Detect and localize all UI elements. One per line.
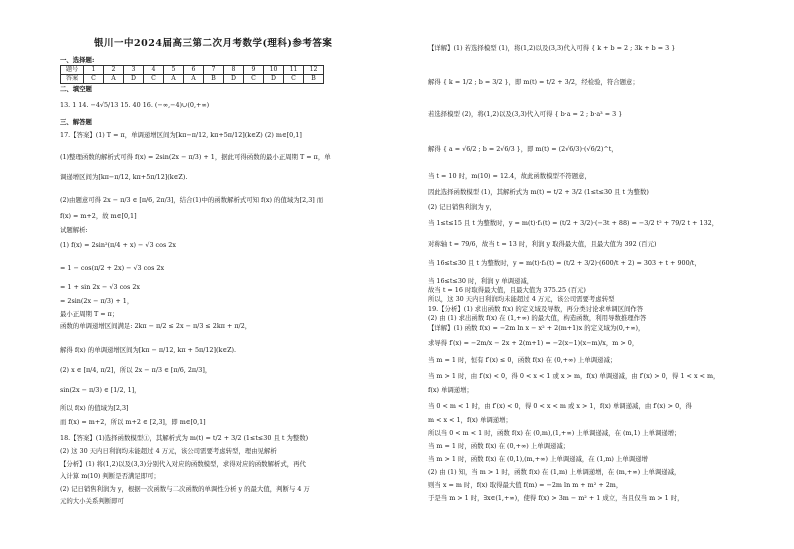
text-line: 【详解】(1) 函数 f(x) = −2m ln x − x² + 2(m+1)x 的定义域为(0,+∞)，: [428, 324, 645, 332]
section-fill-heading: 二、填空题: [60, 85, 92, 93]
table-cell: C: [84, 75, 104, 84]
table-cell: 2: [104, 66, 124, 75]
table-header-cell: 答案: [61, 75, 84, 84]
text-line: 当 t = 10 时，m(10) = 12.4，故此函数模型不符题意，: [428, 172, 591, 180]
text-line: 故当 t = 16 时取得最大值，且最大值为 375.25 (百元): [428, 286, 586, 294]
text-line: 因此选择函数模型 (1)，其解析式为 m(t) = t/2 + 3/2 (1≤t≤30 且 t 为整数): [428, 188, 649, 196]
table-cell: A: [164, 75, 184, 84]
table-row: [61, 66, 324, 75]
text-line: 当 m = 1 时，恒有 f′(x) ≤ 0，函数 f(x) 在 (0,+∞) 上单调递减；: [428, 356, 617, 364]
table-cell: D: [264, 75, 284, 84]
text-line: m < x < 1，f(x) 单调递增；: [428, 416, 512, 424]
table-cell: D: [124, 75, 144, 84]
table-cell: 4: [144, 66, 164, 75]
table-cell: 1: [84, 66, 104, 75]
text-line: 所以，这 30 天内日利润均未能超过 4 万元，该公司需要考虑转型: [428, 295, 615, 303]
text-line: sin(2x − π/3) ∈ [1/2, 1]，: [60, 386, 141, 394]
table-cell: 3: [124, 66, 144, 75]
text-line: = 1 − cos(π/2 + 2x) − √3 cos 2x: [60, 264, 165, 272]
table-cell: A: [184, 75, 204, 84]
text-line: (2) 由 (1) 知，当 m > 1 时，函数 f(x) 在 (1,m) 上单调递增，在 (m,+∞) 上单调递减，: [428, 468, 681, 476]
text-line: (1)整理函数的解析式可得 f(x) = 2sin(2x − π/3) + 1，据此可得函数的最小正周期 T = π，单: [60, 153, 331, 161]
text-line: 求导得 f′(x) = −2m/x − 2x + 2(m+1) = −2(x−1)(x−m)/x，m > 0，: [428, 339, 639, 347]
section-solution-heading: 三、解答题: [60, 118, 92, 126]
text-line: 对称轴 t = 79/6，故当 t = 13 时，利润 y 取得最大值，且最大值为 392 (百元): [428, 240, 657, 248]
table-cell: D: [224, 75, 244, 84]
text-line: (2) 记日销售利润为 y，: [428, 203, 496, 211]
table-cell: 9: [244, 66, 264, 75]
text-line: (2) 由 (1) 求出函数 f(x) 在 (1,+∞) 的最大值，构造函数，利用导数推理作答: [428, 314, 647, 322]
text-line: (1) f(x) = 2sin²(π/4 + x) − √3 cos 2x: [60, 241, 176, 249]
text-line: 则当 x = m 时，f(x) 取得最大值 f(m) = −2m ln m + m² + 2m，: [428, 481, 623, 489]
text-line: 于是当 m > 1 时，∃x∈(1,+∞)，使得 f(x) > 3m − m² + 1 成立，当且仅当 m > 1 时，: [428, 494, 684, 502]
table-cell: 5: [164, 66, 184, 75]
text-line: 当 m > 1 时，函数 f(x) 在 (0,1),(m,+∞) 上单调递减，在 (1,m) 上单调递增: [428, 455, 648, 463]
text-line: = 1 + sin 2x − √3 cos 2x: [60, 283, 141, 291]
table-cell: B: [204, 75, 224, 84]
text-line: 当 1≤t≤15 且 t 为整数时，y = m(t)·f₁(t) = (t/2 + 3/2)·(−3t + 88) = −3/2 t² + 79/2 t + 132，: [428, 219, 719, 227]
text-line: 解得 f(x) 的单调递增区间为[kπ − π/12, kπ + 5π/12](k∈Z).: [60, 346, 237, 354]
table-cell: A: [104, 75, 124, 84]
text-line: 元的大小关系判断即可: [60, 497, 124, 505]
text-line: (2)由题意可得 2x − π/3 ∈ [π/6, 2π/3]，结合(1)中的函数解析式可知 f(x) 的值域为[2,3] 而: [60, 196, 324, 204]
table-cell: 12: [304, 66, 324, 75]
table-cell: C: [244, 75, 264, 84]
text-line: 若选择模型 (2)，将(1,2)以及(3,3)代入可得 { b·a = 2 ; b·a³ = 3 }: [428, 110, 623, 118]
text-line: (2) 记日销售利润为 y，根据一次函数与二次函数的单调性分析 y 的最大值，判断与 4 万: [60, 485, 310, 493]
table-cell: C: [144, 75, 164, 84]
text-line: (2) x ∈ [π/4, π/2]，所以 2x − π/3 ∈ [π/6, 2π/3]，: [60, 366, 212, 374]
text-line: 18.【答案】(1)选择函数模型①，其解析式为 m(t) = t/2 + 3/2 (1≤t≤30 且 t 为整数): [60, 434, 309, 442]
table-cell: B: [304, 75, 324, 84]
table-cell: C: [284, 75, 304, 84]
text-line: 19.【分析】(1) 求出函数 f(x) 的定义域及导数，再分类讨论求单调区间作答: [428, 305, 644, 313]
text-line: 17.【答案】(1) T = π，单调递增区间为[kπ−π/12, kπ+5π/12](k∈Z) (2) m∈[0,1]: [60, 131, 302, 139]
table-cell: 11: [284, 66, 304, 75]
text-line: 试题解析:: [60, 226, 88, 234]
text-line: 【分析】(1) 将(1,2)以及(3,3)分别代入对应的函数模型，求得对应的函数解析式，再代: [60, 460, 306, 468]
text-line: 最小正周期 T = π；: [60, 310, 119, 318]
fill-answers: 13. 1 14. −4√5/13 15. 40 16. (−∞,−4)∪(0,+∞): [60, 101, 210, 109]
text-line: 当 m > 1 时，由 f′(x) < 0，得 0 < x < 1 或 x > m，f(x) 单调递减，由 f′(x) > 0，得 1 < x < m，: [428, 372, 720, 380]
text-line: f(x) 单调递增；: [428, 386, 473, 394]
text-line: = 2sin(2x − π/3) + 1，: [60, 297, 134, 305]
text-line: 当 16≤t≤30 时，利润 y 单调递减，: [428, 277, 534, 285]
text-line: 【详解】(1) 若选择模型 (1)，将(1,2)以及(3,3)代入可得 { k + b = 2 ; 3k + b = 3 }: [428, 44, 676, 52]
text-line: 入计算 m(10) 判断是否满足即可；: [60, 472, 160, 480]
text-line: 函数的单调递增区间满足: 2kπ − π/2 ≤ 2x − π/3 ≤ 2kπ + π/2，: [60, 322, 252, 330]
text-line: 调递增区间为[kπ−π/12, kπ+5π/12](k∈Z).: [60, 173, 188, 181]
text-line: f(x) = m+2，故 m∈[0,1]: [60, 212, 137, 220]
text-line: 当 16≤t≤30 且 t 为整数时，y = m(t)·f₂(t) = (t/2 + 3/2)·(600/t + 2) = 303 + t + 900/t，: [428, 259, 701, 267]
table-cell: 7: [204, 66, 224, 75]
section-choice-heading: 一、选择题:: [60, 56, 95, 64]
table-cell: 8: [224, 66, 244, 75]
text-line: 所以 f(x) 的值域为[2,3]: [60, 404, 129, 412]
text-line: 解得 { a = √6/2 ; b = 2√6/3 }，即 m(t) = (2√6/3)·(√6/2)^t，: [428, 145, 618, 153]
answer-table: [60, 65, 324, 84]
text-line: (2) 这 30 天内日利润均未能超过 4 万元，该公司需要考虑转型，理由见解析: [60, 447, 277, 455]
page-title: 银川一中2024届高三第二次月考数学(理科)参考答案: [94, 38, 333, 49]
text-line: 当 0 < m < 1 时，由 f′(x) < 0，得 0 < x < m 或 x > 1，f(x) 单调递减，由 f′(x) > 0，得: [428, 402, 692, 410]
text-line: 而 f(x) = m+2，所以 m+2 ∈ [2,3]，即 m∈[0,1]: [60, 418, 206, 426]
table-cell: 6: [184, 66, 204, 75]
text-line: 当 m = 1 时，函数 f(x) 在 (0,+∞) 上单调递减；: [428, 442, 570, 450]
table-row: [61, 75, 324, 84]
table-header-cell: 题号: [61, 66, 84, 75]
text-line: 所以当 0 < m < 1 时，函数 f(x) 在 (0,m),(1,+∞) 上单调递减，在 (m,1) 上单调递增；: [428, 429, 681, 437]
text-line: 解得 { k = 1/2 ; b = 3/2 }，即 m(t) = t/2 + 3/2，经检验，符合题意；: [428, 78, 639, 86]
table-cell: 10: [264, 66, 284, 75]
